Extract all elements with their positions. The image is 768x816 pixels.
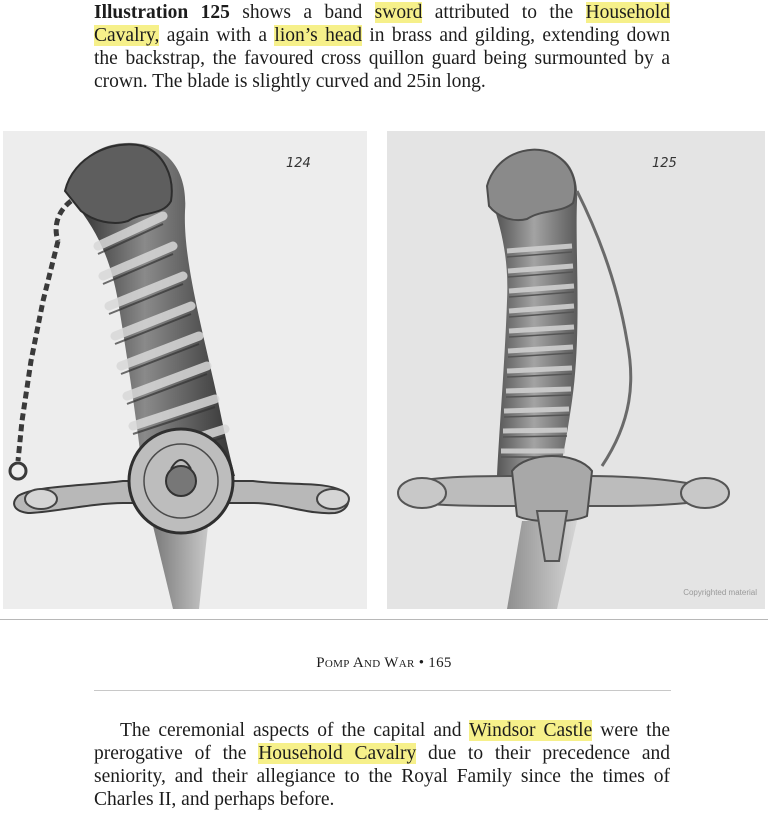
highlight-windsor-castle: Windsor Castle xyxy=(469,720,593,741)
text-run: attributed to the xyxy=(422,2,586,23)
illustration-number-124: 124 xyxy=(286,156,311,171)
illustration-124-photo xyxy=(3,131,367,609)
sword-hilt-124-image xyxy=(3,131,367,609)
description-paragraph xyxy=(94,1,670,93)
copyright-notice: Copyrighted material xyxy=(683,588,757,597)
highlight-lions-head: lion’s head xyxy=(274,25,362,46)
text-run: The ceremonial aspects of the capital and xyxy=(120,720,470,741)
text-run: were the prerogative of the xyxy=(94,720,670,764)
sword-hilt-125-image xyxy=(387,131,765,609)
text-run: again with a xyxy=(159,25,275,46)
highlight-household-cavalry: Household Cavalry, xyxy=(94,2,671,46)
text-run: shows a band xyxy=(229,2,375,23)
illustration-125-photo xyxy=(387,131,765,609)
header-rule xyxy=(94,690,671,691)
highlight-sword: sword xyxy=(374,2,423,23)
page-number: 165 xyxy=(428,655,452,671)
illustration-number-125: 125 xyxy=(652,156,677,171)
body-paragraph xyxy=(94,719,670,811)
running-header-separator: • xyxy=(414,655,429,671)
running-header-title: Pomp And War xyxy=(316,655,415,671)
running-header xyxy=(0,655,768,672)
highlight-household-cavalry: Household Cavalry xyxy=(258,743,417,764)
page-divider xyxy=(0,619,768,620)
text-run: in brass and gilding, extending down the backstrap, the favoured cross quillon guard being surmounted by a crown. The blade is slightly curved and 25in long. xyxy=(94,25,670,92)
illustration-reference: Illustration 125 xyxy=(94,2,230,23)
text-run: due to their precedence and seniority, and their allegiance to the Royal Family since the times of Charles II, and perhaps before. xyxy=(94,743,671,810)
